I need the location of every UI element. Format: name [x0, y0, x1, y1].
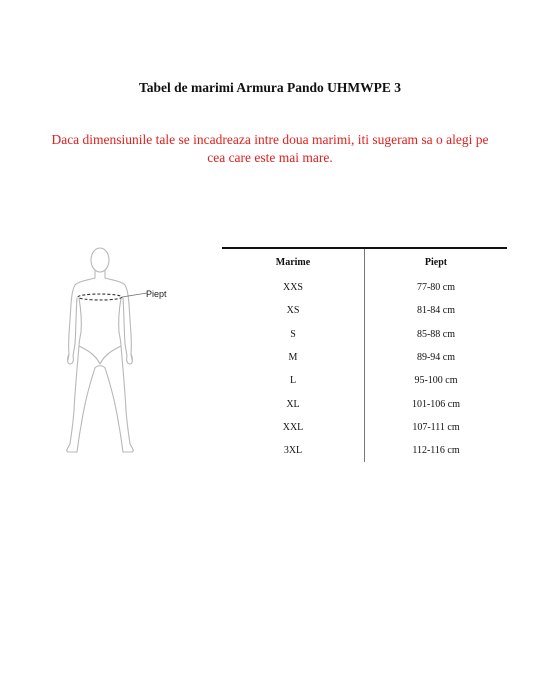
size-cell: XL [222, 392, 365, 415]
table-row [222, 276, 507, 299]
size-cell: S [222, 323, 365, 346]
table-header-row [222, 248, 507, 276]
chest-cell: 101-106 cm [411, 398, 461, 410]
body-figure [55, 240, 195, 460]
size-table [222, 247, 507, 462]
table-row [222, 346, 507, 369]
table-row [222, 299, 507, 322]
header-chest: Piept [365, 248, 508, 276]
size-cell: L [222, 369, 365, 392]
chest-cell: 107-111 cm [412, 421, 460, 433]
table-row [222, 323, 507, 346]
size-cell: XS [222, 299, 365, 322]
size-cell: 3XL [222, 439, 365, 462]
chest-cell: 89-94 cm [416, 352, 456, 364]
chest-label: Piept [146, 289, 167, 299]
size-cell: XXS [222, 276, 365, 299]
table-row [222, 416, 507, 439]
chest-cell: 77-80 cm [416, 282, 456, 294]
chest-cell: 95-100 cm [414, 375, 458, 387]
table-row [222, 439, 507, 462]
notice-line-1: Daca dimensiunile tale se incadreaza intre doua marimi, iti sugeram sa o alegi pe [51, 132, 489, 147]
body-outline-icon [55, 240, 195, 460]
notice-line-2: cea care este mai mare. [207, 150, 333, 165]
chest-cell: 85-88 cm [416, 328, 456, 340]
size-cell: M [222, 346, 365, 369]
header-size: Marime [222, 248, 365, 276]
table-row [222, 392, 507, 415]
chest-cell: 81-84 cm [416, 305, 456, 317]
table-row [222, 369, 507, 392]
size-cell: XXL [222, 416, 365, 439]
size-notice [30, 131, 510, 167]
document-title: Tabel de marimi Armura Pando UHMWPE 3 [139, 80, 401, 95]
chest-cell: 112-116 cm [412, 445, 460, 457]
